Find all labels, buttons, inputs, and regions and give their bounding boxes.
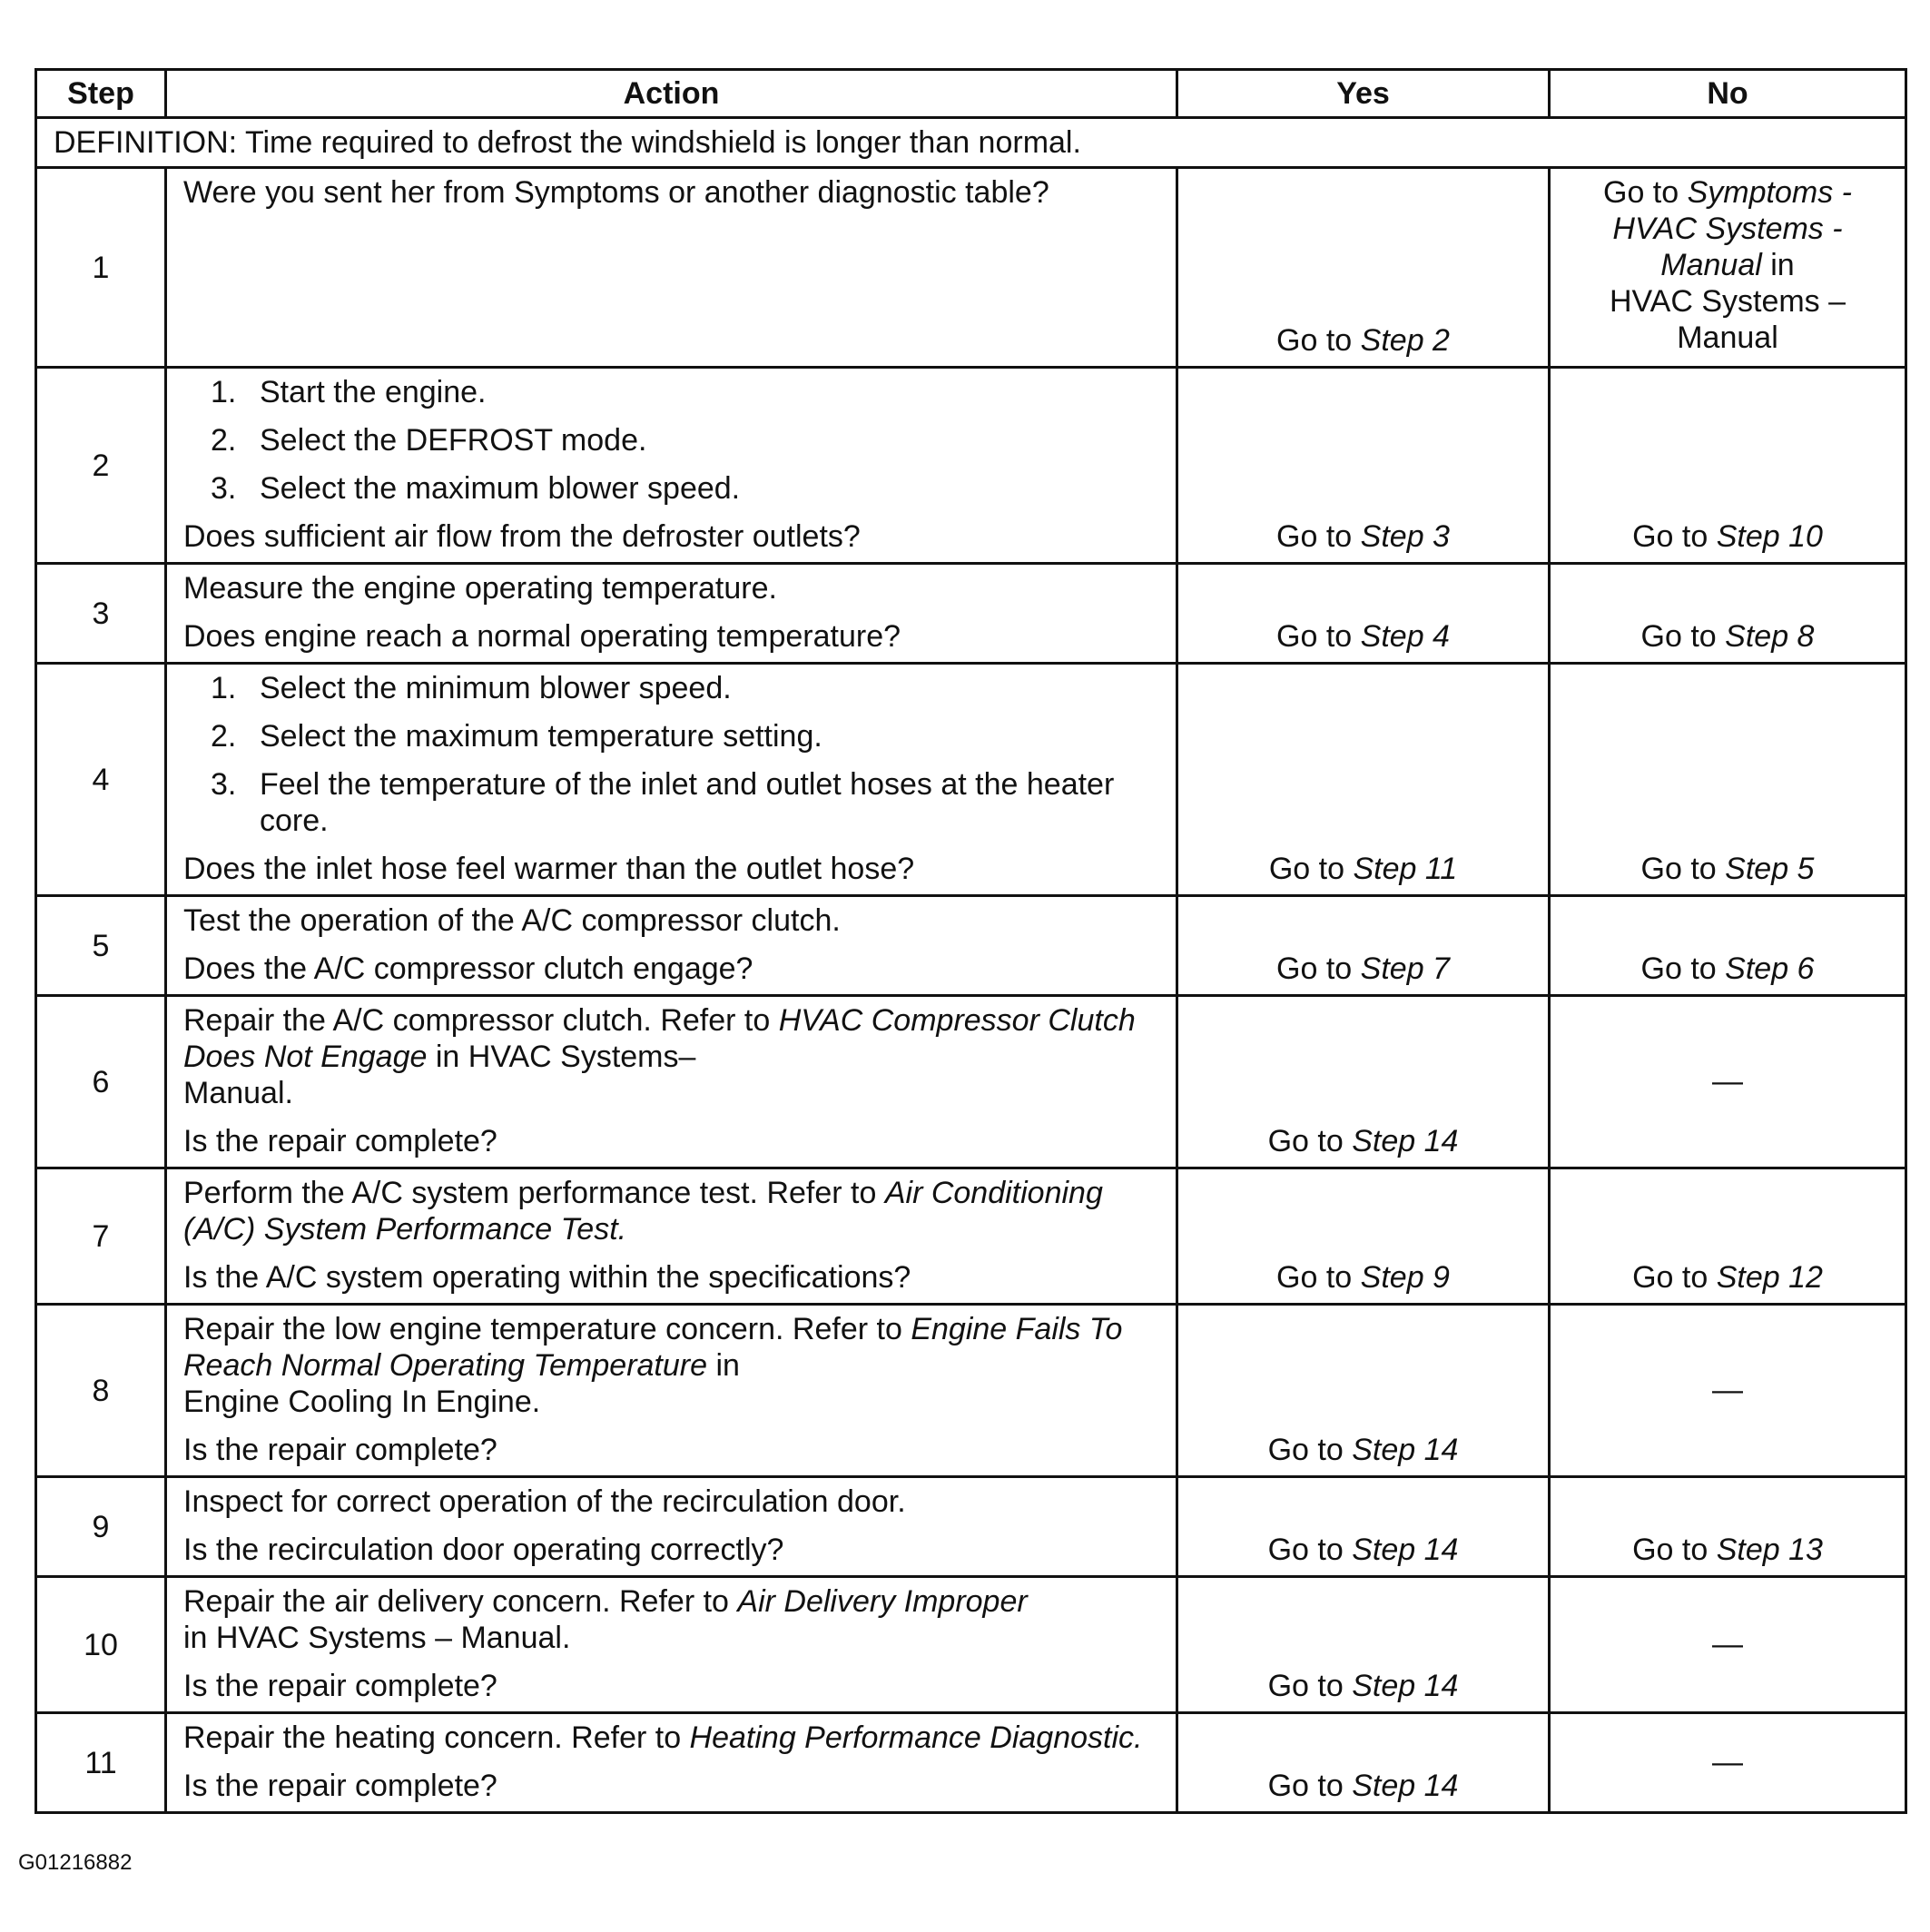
goto-label: Go to <box>1640 951 1717 986</box>
yes-cell <box>1177 664 1550 896</box>
question-text: Is the repair complete? <box>183 1769 497 1803</box>
step-list <box>183 670 1159 839</box>
lead-text: Repair the air delivery concern. Refer to Air Delivery Improper in HVAC Systems – Manual. <box>183 1584 1028 1655</box>
action-cell <box>166 168 1177 368</box>
step-number: 5 <box>36 896 166 996</box>
no-link[interactable]: Step 8 <box>1725 619 1815 654</box>
no-cell <box>1550 564 1906 664</box>
step-number: 8 <box>36 1305 166 1477</box>
goto-label: Go to <box>1267 1124 1344 1158</box>
yes-link[interactable]: Step 14 <box>1352 1769 1459 1803</box>
table-row <box>36 664 1906 896</box>
no-cell <box>1550 368 1906 564</box>
lead-text: Repair the low engine temperature concern. Refer to Engine Fails To Reach Normal Operating Temperature in Engine Cooling In Engine. <box>183 1312 1123 1419</box>
action-cell <box>166 996 1177 1168</box>
table-row <box>36 564 1906 664</box>
step-number: 2 <box>36 368 166 564</box>
no-cell: — <box>1550 1305 1906 1477</box>
goto-label: Go to <box>1267 1433 1344 1467</box>
action-cell <box>166 664 1177 896</box>
header-row <box>36 70 1906 118</box>
goto-label: Go to <box>1632 1260 1708 1295</box>
list-item: 3. Feel the temperature of the inlet and outlet hoses at the heater core. <box>211 767 1115 838</box>
goto-label: Go to <box>1632 519 1708 554</box>
goto-label: Go to <box>1267 1669 1344 1703</box>
table-row <box>36 1477 1906 1577</box>
yes-link[interactable]: Step 9 <box>1360 1260 1450 1295</box>
step-number: 3 <box>36 564 166 664</box>
table-row <box>36 1577 1906 1713</box>
yes-link[interactable]: Step 4 <box>1360 619 1450 654</box>
goto-label: Go to <box>1276 951 1353 986</box>
reference-link[interactable]: Engine Fails To Reach Normal Operating Temperature <box>183 1312 1123 1383</box>
no-cell <box>1550 168 1906 368</box>
step-number: 6 <box>36 996 166 1168</box>
definition-text: DEFINITION: Time required to defrost the windshield is longer than normal. <box>36 118 1906 168</box>
list-item: 2. Select the DEFROST mode. <box>211 423 647 458</box>
no-link[interactable]: Step 6 <box>1725 951 1815 986</box>
lead-text: Perform the A/C system performance test. Refer to Air Conditioning (A/C) System Performance Test. <box>183 1176 1103 1247</box>
goto-label: Go to <box>1276 619 1353 654</box>
action-cell <box>166 896 1177 996</box>
yes-link[interactable]: Step 7 <box>1360 951 1450 986</box>
goto-label: Go to <box>1640 619 1717 654</box>
yes-cell <box>1177 1168 1550 1305</box>
table-row <box>36 996 1906 1168</box>
no-link[interactable]: Step 10 <box>1716 519 1823 554</box>
step-number: 4 <box>36 664 166 896</box>
lead-text: Repair the A/C compressor clutch. Refer to HVAC Compressor Clutch Does Not Engage in HVAC Systems– Manual. <box>183 1003 1136 1110</box>
question-text: Is the A/C system operating within the specifications? <box>183 1260 911 1295</box>
step-number: 1 <box>36 168 166 368</box>
goto-label: Go to <box>1267 1533 1344 1567</box>
question-text: Is the recirculation door operating correctly? <box>183 1533 784 1567</box>
goto-label: Go to <box>1267 1769 1344 1803</box>
yes-cell <box>1177 368 1550 564</box>
action-cell <box>166 1168 1177 1305</box>
goto-label: Go to <box>1268 852 1345 886</box>
yes-cell <box>1177 1577 1550 1713</box>
diagnostic-table <box>34 68 1907 1814</box>
yes-link[interactable]: Step 3 <box>1360 519 1450 554</box>
question-text: Does the inlet hose feel warmer than the outlet hose? <box>183 852 915 886</box>
table-row <box>36 1168 1906 1305</box>
list-item: 3. Select the maximum blower speed. <box>211 471 741 506</box>
step-number: 11 <box>36 1713 166 1813</box>
lead-text: Test the operation of the A/C compressor clutch. <box>183 903 841 938</box>
reference-link[interactable]: Air Conditioning (A/C) System Performance Test. <box>183 1176 1103 1247</box>
goto-label: Go to <box>1276 323 1353 358</box>
list-item: 1. Select the minimum blower speed. <box>211 671 732 705</box>
yes-link[interactable]: Step 14 <box>1352 1533 1459 1567</box>
action-cell <box>166 1477 1177 1577</box>
lead-text: Inspect for correct operation of the recirculation door. <box>183 1484 906 1519</box>
no-link[interactable]: Step 12 <box>1716 1260 1823 1295</box>
yes-cell <box>1177 168 1550 368</box>
question-text: Does engine reach a normal operating temperature? <box>183 619 901 654</box>
figure-id: G01216882 <box>18 1850 133 1875</box>
yes-cell <box>1177 1713 1550 1813</box>
goto-label: Go to <box>1276 519 1353 554</box>
yes-link[interactable]: Step 14 <box>1352 1669 1459 1703</box>
table-row <box>36 168 1906 368</box>
action-cell <box>166 1577 1177 1713</box>
question-text: Is the repair complete? <box>183 1433 497 1467</box>
no-link[interactable]: Step 13 <box>1716 1533 1823 1567</box>
reference-link[interactable]: Air Delivery Improper <box>737 1584 1028 1619</box>
goto-label: Go to <box>1603 175 1679 210</box>
step-number: 7 <box>36 1168 166 1305</box>
yes-link[interactable]: Step 14 <box>1352 1124 1459 1158</box>
question-text: Does the A/C compressor clutch engage? <box>183 951 753 986</box>
lead-text: Repair the heating concern. Refer to Heating Performance Diagnostic. <box>183 1720 1143 1755</box>
question-text: Were you sent her from Symptoms or another diagnostic table? <box>183 175 1049 210</box>
yes-cell <box>1177 1477 1550 1577</box>
no-link[interactable]: Symptoms - HVAC Systems - Manual <box>1612 175 1852 282</box>
header-action: Action <box>166 70 1177 118</box>
no-cell <box>1550 896 1906 996</box>
table-row <box>36 896 1906 996</box>
list-item: 1. Start the engine. <box>211 375 487 409</box>
yes-link[interactable]: Step 2 <box>1360 323 1450 358</box>
no-cell <box>1550 1168 1906 1305</box>
definition-row <box>36 118 1906 168</box>
no-cell <box>1550 664 1906 896</box>
header-yes: Yes <box>1177 70 1550 118</box>
action-cell <box>166 564 1177 664</box>
no-manual-text: HVAC Systems – Manual <box>1609 284 1846 355</box>
no-link[interactable]: Step 5 <box>1725 852 1815 886</box>
step-list <box>183 374 1159 507</box>
step-number: 9 <box>36 1477 166 1577</box>
yes-cell <box>1177 1305 1550 1477</box>
yes-link[interactable]: Step 11 <box>1353 852 1458 886</box>
header-no: No <box>1550 70 1906 118</box>
reference-link[interactable]: HVAC Compressor Clutch Does Not Engage <box>183 1003 1136 1074</box>
question-text: Does sufficient air flow from the defroster outlets? <box>183 519 861 554</box>
goto-label: Go to <box>1640 852 1717 886</box>
no-in-text: in <box>1761 248 1795 282</box>
action-cell <box>166 1305 1177 1477</box>
table-row <box>36 1713 1906 1813</box>
yes-cell <box>1177 896 1550 996</box>
reference-link[interactable]: Heating Performance Diagnostic. <box>689 1720 1143 1755</box>
no-cell: — <box>1550 1577 1906 1713</box>
table-row <box>36 368 1906 564</box>
action-cell <box>166 1713 1177 1813</box>
action-cell <box>166 368 1177 564</box>
no-cell: — <box>1550 1713 1906 1813</box>
table-row <box>36 1305 1906 1477</box>
lead-text: Measure the engine operating temperature. <box>183 571 777 606</box>
list-item: 2. Select the maximum temperature setting. <box>211 719 822 754</box>
no-cell: — <box>1550 996 1906 1168</box>
question-text: Is the repair complete? <box>183 1669 497 1703</box>
yes-cell <box>1177 564 1550 664</box>
step-number: 10 <box>36 1577 166 1713</box>
header-step: Step <box>36 70 166 118</box>
goto-label: Go to <box>1276 1260 1353 1295</box>
no-cell <box>1550 1477 1906 1577</box>
goto-label: Go to <box>1632 1533 1708 1567</box>
yes-cell <box>1177 996 1550 1168</box>
yes-link[interactable]: Step 14 <box>1352 1433 1459 1467</box>
question-text: Is the repair complete? <box>183 1124 497 1158</box>
